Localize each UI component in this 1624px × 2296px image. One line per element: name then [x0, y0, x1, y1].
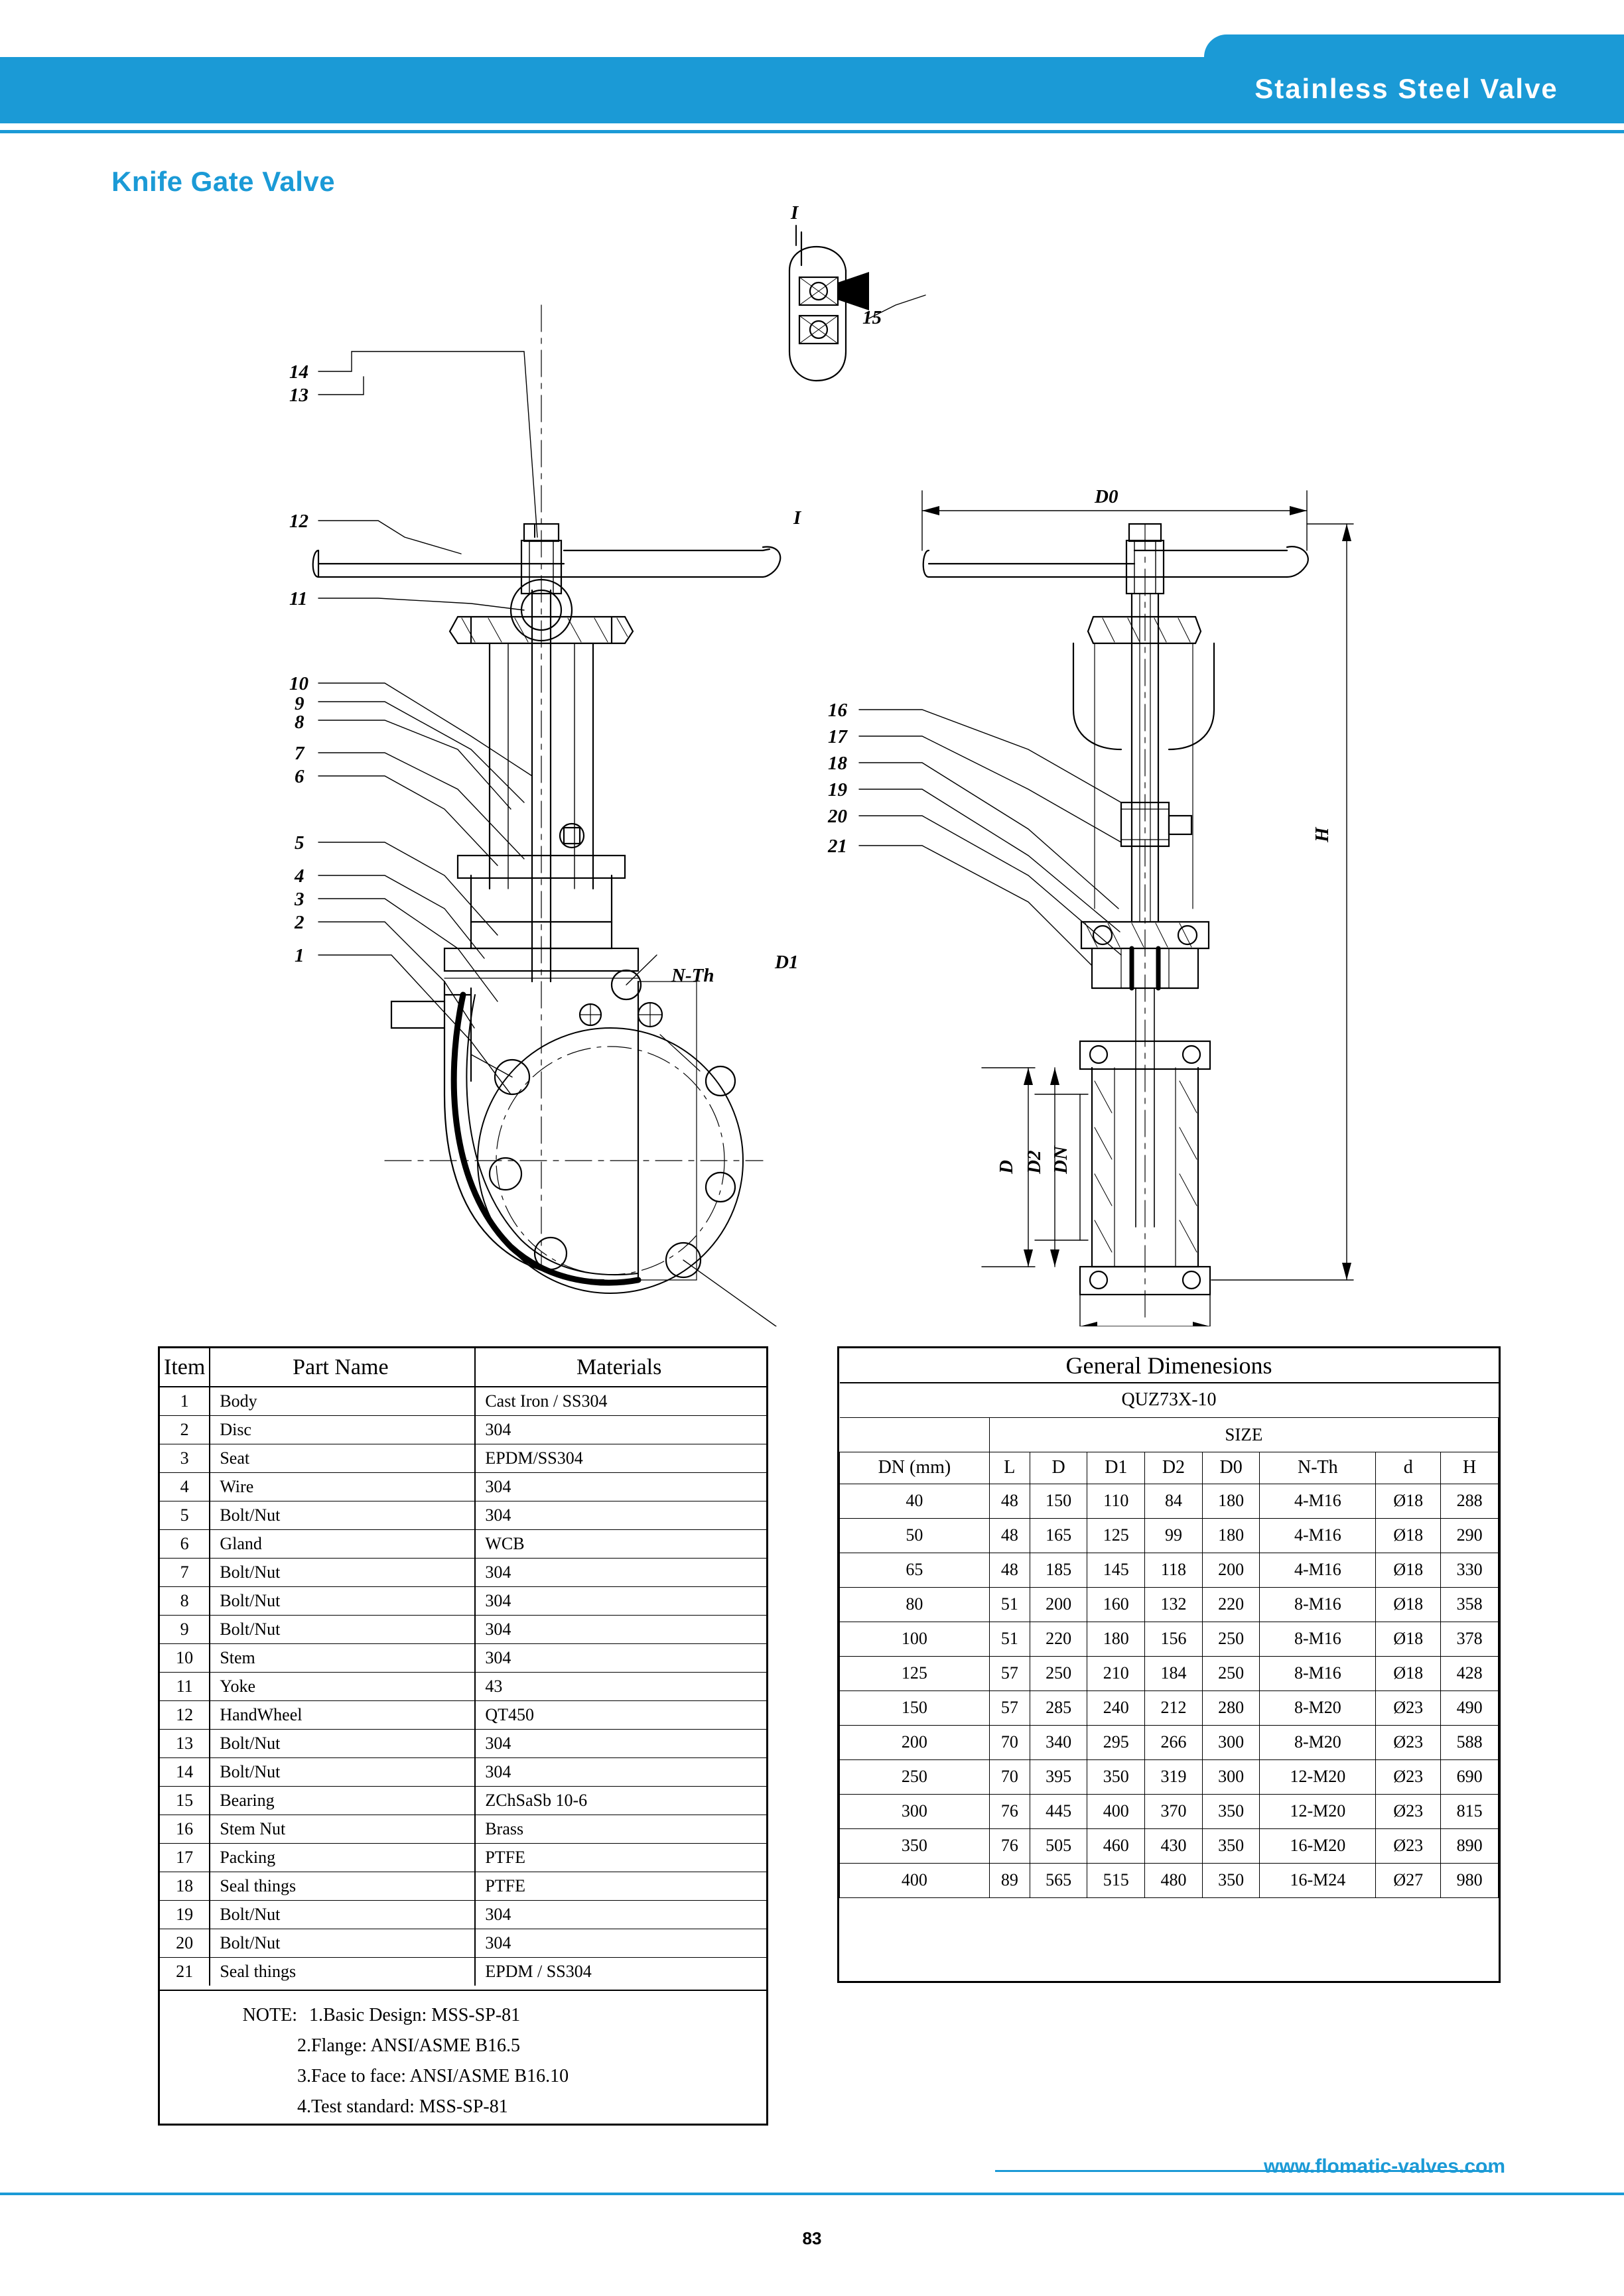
cell-part-name: Packing [210, 1843, 475, 1872]
cell-d1: 110 [1087, 1484, 1145, 1518]
cell-d: 340 [1030, 1725, 1087, 1759]
table-row [160, 1643, 766, 1672]
cell-d2: 212 [1145, 1690, 1203, 1725]
cell-part-name: Bolt/Nut [210, 1501, 475, 1529]
dims-header-dhole: d [1376, 1452, 1441, 1484]
cell-material: 304 [475, 1643, 766, 1672]
cell-d1: 160 [1087, 1587, 1145, 1622]
cell-nth: 12-M20 [1260, 1759, 1376, 1794]
cell-h: 490 [1441, 1690, 1499, 1725]
table-row [160, 1929, 766, 1957]
cell-material: EPDM / SS304 [485, 1961, 592, 1981]
cell-nth: 16-M24 [1260, 1863, 1376, 1897]
cell-d0: 280 [1202, 1690, 1260, 1725]
table-row [160, 1957, 766, 1986]
dims-model-row [840, 1383, 1499, 1417]
callout-10: 10 [289, 673, 308, 694]
page-header [0, 0, 1624, 139]
cell-d0: 350 [1202, 1863, 1260, 1897]
cell-dn: 100 [840, 1622, 990, 1656]
cell-d0: 350 [1202, 1794, 1260, 1828]
dims-size-word: SIZE [989, 1417, 1498, 1452]
page-title: Knife Gate Valve [111, 166, 336, 197]
cell-material: 304 [475, 1900, 766, 1929]
cell-d1: 240 [1087, 1690, 1145, 1725]
dim-label-N-Th: N-Th [671, 965, 714, 986]
section-mark-I-top: I [791, 202, 799, 223]
valve-side-section-view [923, 524, 1308, 1320]
cell-d: 165 [1030, 1518, 1087, 1553]
callout-5: 5 [295, 832, 304, 854]
cell-l: 70 [989, 1725, 1030, 1759]
cell-d2: 132 [1145, 1587, 1203, 1622]
cell-part-name: Bolt/Nut [210, 1757, 475, 1786]
callout-20: 20 [828, 806, 847, 827]
cell-h: 588 [1441, 1725, 1499, 1759]
cell-nth: 16-M20 [1260, 1828, 1376, 1863]
note-line-4 [158, 2092, 768, 2122]
cell-l: 76 [989, 1828, 1030, 1863]
cell-dn: 400 [840, 1863, 990, 1897]
cell-d: 185 [1030, 1553, 1087, 1587]
cell-d1: 210 [1087, 1656, 1145, 1690]
cell-dn: 80 [840, 1587, 990, 1622]
table-row [840, 1725, 1499, 1759]
callout-1: 1 [295, 945, 304, 966]
cell-nth: 8-M16 [1260, 1656, 1376, 1690]
cell-d2: 319 [1145, 1759, 1203, 1794]
dims-title-row [840, 1348, 1499, 1383]
cell-d0: 180 [1202, 1484, 1260, 1518]
cell-h: 378 [1441, 1622, 1499, 1656]
cell-item: 19 [160, 1900, 210, 1929]
page-number: 83 [802, 2228, 822, 2248]
dims-sizeword-row [840, 1417, 1499, 1452]
cell-d: 395 [1030, 1759, 1087, 1794]
cell-material: 304 [475, 1929, 766, 1957]
note-text-2: 2.Flange: ANSI/ASME B16.5 [297, 2035, 521, 2056]
parts-header-item: Item [160, 1348, 210, 1387]
callout-3: 3 [295, 889, 304, 910]
cell-nth: 4-M16 [1260, 1484, 1376, 1518]
valve-front-section-view [313, 305, 781, 1293]
callout-2: 2 [295, 912, 304, 933]
dims-blank-cell [840, 1417, 990, 1452]
note-line-2 [158, 2031, 768, 2061]
table-row [160, 1786, 766, 1815]
footer-rule [0, 2193, 1624, 2195]
dim-label-D: D [996, 1160, 1017, 1174]
cell-dhole: Ø18 [1376, 1518, 1441, 1553]
cell-item: 16 [160, 1815, 210, 1843]
cell-h: 980 [1441, 1863, 1499, 1897]
table-row [840, 1622, 1499, 1656]
cell-material: WCB [475, 1529, 766, 1558]
cell-l: 57 [989, 1656, 1030, 1690]
cell-d: 565 [1030, 1863, 1087, 1897]
cell-part-name: Bolt/Nut [210, 1586, 475, 1615]
cell-d2: 370 [1145, 1794, 1203, 1828]
cell-item: 11 [160, 1672, 210, 1700]
general-dimensions-table [837, 1346, 1501, 1983]
cell-dhole: Ø23 [1376, 1828, 1441, 1863]
notes-label: NOTE: [242, 2005, 297, 2025]
dims-header-l: L [989, 1452, 1030, 1484]
cell-item: 4 [160, 1472, 210, 1501]
cell-d: 200 [1030, 1587, 1087, 1622]
cell-d2: 99 [1145, 1518, 1203, 1553]
header-title: Stainless Steel Valve [1254, 73, 1558, 104]
cell-material: PTFE [475, 1843, 766, 1872]
cell-nth: 4-M16 [1260, 1553, 1376, 1587]
cell-d0: 250 [1202, 1656, 1260, 1690]
cell-l: 57 [989, 1690, 1030, 1725]
cell-part-name: Body [210, 1387, 475, 1415]
cell-part-name: Gland [210, 1529, 475, 1558]
callout-14: 14 [289, 361, 308, 383]
table-row [840, 1828, 1499, 1863]
cell-d2: 156 [1145, 1622, 1203, 1656]
dim-label-D1: D1 [775, 952, 799, 973]
cell-material: 304 [475, 1729, 766, 1757]
cell-d2: 266 [1145, 1725, 1203, 1759]
cell-material: 304 [475, 1586, 766, 1615]
valve-technical-drawing [100, 153, 1526, 1326]
cell-nth: 8-M20 [1260, 1725, 1376, 1759]
cell-dhole: Ø23 [1376, 1725, 1441, 1759]
cell-part-name: Bolt/Nut [210, 1615, 475, 1643]
table-row [160, 1501, 766, 1529]
callout-17: 17 [828, 726, 847, 747]
cell-d1: 400 [1087, 1794, 1145, 1828]
dims-header-row [840, 1452, 1499, 1484]
cell-d0: 300 [1202, 1759, 1260, 1794]
cell-dn: 200 [840, 1725, 990, 1759]
cell-h: 890 [1441, 1828, 1499, 1863]
table-row [160, 1415, 766, 1444]
cell-item: 15 [160, 1786, 210, 1815]
cell-item: 7 [160, 1558, 210, 1586]
cell-material: 304 [475, 1558, 766, 1586]
cell-item: 6 [160, 1529, 210, 1558]
cell-d0: 250 [1202, 1622, 1260, 1656]
cell-item: 3 [160, 1444, 210, 1472]
table-row [840, 1518, 1499, 1553]
cell-d1: 295 [1087, 1725, 1145, 1759]
cell-nth: 8-M16 [1260, 1587, 1376, 1622]
cell-d: 285 [1030, 1690, 1087, 1725]
cell-l: 48 [989, 1484, 1030, 1518]
dims-header-dn: DN (mm) [840, 1452, 990, 1484]
cell-item: 18 [160, 1872, 210, 1900]
callout-4: 4 [295, 865, 304, 887]
cell-nth: 4-M16 [1260, 1518, 1376, 1553]
callout-leaders [318, 225, 1121, 1094]
cell-item: 5 [160, 1501, 210, 1529]
cell-nth: 8-M20 [1260, 1690, 1376, 1725]
cell-d1: 145 [1087, 1553, 1145, 1587]
table-row [840, 1690, 1499, 1725]
cell-d1: 180 [1087, 1622, 1145, 1656]
cell-item: 13 [160, 1729, 210, 1757]
dim-label-DN: DN [1050, 1146, 1071, 1174]
cell-l: 51 [989, 1587, 1030, 1622]
cell-dn: 150 [840, 1690, 990, 1725]
dims-title: General Dimenesions [840, 1348, 1499, 1383]
table-row [840, 1484, 1499, 1518]
table-row [160, 1586, 766, 1615]
cell-dn: 350 [840, 1828, 990, 1863]
cell-dn: 250 [840, 1759, 990, 1794]
cell-l: 89 [989, 1863, 1030, 1897]
note-line-3 [158, 2061, 768, 2092]
cell-item: 8 [160, 1586, 210, 1615]
callout-9: 9 [295, 693, 304, 714]
cell-material: 304 [475, 1615, 766, 1643]
callout-8: 8 [295, 712, 304, 733]
cell-h: 358 [1441, 1587, 1499, 1622]
cell-dhole: Ø18 [1376, 1656, 1441, 1690]
cell-part-name: Seat [210, 1444, 475, 1472]
cell-item: 14 [160, 1757, 210, 1786]
table-row [840, 1863, 1499, 1897]
cell-dn: 40 [840, 1484, 990, 1518]
cell-part-name: Bolt/Nut [210, 1558, 475, 1586]
cell-dn: 50 [840, 1518, 990, 1553]
callout-12: 12 [289, 511, 308, 532]
cell-d2: 430 [1145, 1828, 1203, 1863]
cell-h: 815 [1441, 1794, 1499, 1828]
callout-15: 15 [862, 307, 882, 328]
cell-d: 445 [1030, 1794, 1087, 1828]
table-row [160, 1472, 766, 1501]
cell-h: 690 [1441, 1759, 1499, 1794]
cell-d2: 480 [1145, 1863, 1203, 1897]
cell-d1: 125 [1087, 1518, 1145, 1553]
cell-part-name: Stem Nut [210, 1815, 475, 1843]
parts-header-part-name: Part Name [210, 1348, 475, 1387]
cell-d1: 350 [1087, 1759, 1145, 1794]
cell-part-name: Bearing [210, 1786, 475, 1815]
dim-label-H: H [1312, 827, 1333, 842]
cell-item: 17 [160, 1843, 210, 1872]
cell-material: 304 [475, 1757, 766, 1786]
table-row [160, 1529, 766, 1558]
dims-header-d2: D2 [1145, 1452, 1203, 1484]
callout-19: 19 [828, 779, 847, 800]
cell-item: 20 [160, 1929, 210, 1957]
cell-d0: 200 [1202, 1553, 1260, 1587]
note-line-1 [158, 2000, 768, 2031]
cell-part-name: Bolt/Nut [210, 1900, 475, 1929]
cell-part-name: Wire [210, 1472, 475, 1501]
cell-dhole: Ø27 [1376, 1863, 1441, 1897]
cell-dhole: Ø18 [1376, 1553, 1441, 1587]
cell-dn: 300 [840, 1794, 990, 1828]
cell-d: 150 [1030, 1484, 1087, 1518]
cell-dhole: Ø23 [1376, 1759, 1441, 1794]
cell-part-name: Stem [210, 1643, 475, 1672]
cell-d1: 460 [1087, 1828, 1145, 1863]
dims-header-h: H [1441, 1452, 1499, 1484]
table-row [160, 1900, 766, 1929]
table-row [160, 1843, 766, 1872]
callout-18: 18 [828, 753, 847, 774]
table-row [160, 1387, 766, 1415]
cell-d1: 515 [1087, 1863, 1145, 1897]
callout-13: 13 [289, 385, 308, 406]
table-row [160, 1729, 766, 1757]
cell-material: Brass [475, 1815, 766, 1843]
detail-view-bearing [789, 232, 869, 381]
table-row [160, 1444, 766, 1472]
dims-header-d0: D0 [1202, 1452, 1260, 1484]
dim-label-D0: D0 [1095, 486, 1118, 507]
cell-d2: 118 [1145, 1553, 1203, 1587]
cell-d2: 84 [1145, 1484, 1203, 1518]
cell-item: 2 [160, 1415, 210, 1444]
table-row [840, 1587, 1499, 1622]
cell-item: 21 [160, 1957, 210, 1986]
callout-16: 16 [828, 700, 847, 721]
cell-material: PTFE [475, 1872, 766, 1900]
cell-d0: 300 [1202, 1725, 1260, 1759]
dims-header-d1: D1 [1087, 1452, 1145, 1484]
cell-part-name: Seal things [210, 1957, 475, 1986]
table-row [160, 1757, 766, 1786]
cell-h: 428 [1441, 1656, 1499, 1690]
cell-item: 12 [160, 1700, 210, 1729]
cell-material: 304 [475, 1472, 766, 1501]
table-row [840, 1656, 1499, 1690]
cell-dhole: Ø23 [1376, 1690, 1441, 1725]
cell-d0: 350 [1202, 1828, 1260, 1863]
cell-dn: 125 [840, 1656, 990, 1690]
cell-d: 505 [1030, 1828, 1087, 1863]
cell-h: 330 [1441, 1553, 1499, 1587]
cell-material: 304 [475, 1415, 766, 1444]
cell-h: 288 [1441, 1484, 1499, 1518]
cell-d: 220 [1030, 1622, 1087, 1656]
table-row [160, 1672, 766, 1700]
cell-part-name: Yoke [210, 1672, 475, 1700]
callout-11: 11 [289, 588, 308, 609]
note-text-3: 3.Face to face: ANSI/ASME B16.10 [297, 2066, 569, 2086]
cell-d2: 184 [1145, 1656, 1203, 1690]
cell-item: 1 [160, 1387, 210, 1415]
header-rule [0, 130, 1624, 133]
cell-part-name: Bolt/Nut [210, 1929, 475, 1957]
cell-dhole: Ø18 [1376, 1622, 1441, 1656]
table-row [160, 1700, 766, 1729]
note-text-4: 4.Test standard: MSS-SP-81 [297, 2096, 508, 2117]
table-row [160, 1558, 766, 1586]
cell-item: 10 [160, 1643, 210, 1672]
cell-nth: 12-M20 [1260, 1794, 1376, 1828]
cell-d0: 180 [1202, 1518, 1260, 1553]
cell-l: 70 [989, 1759, 1030, 1794]
cell-material: ZChSaSb 10-6 [475, 1786, 766, 1815]
parts-table-header-row [160, 1348, 766, 1387]
cell-dhole: Ø18 [1376, 1587, 1441, 1622]
cell-part-name: Disc [210, 1415, 475, 1444]
cell-l: 51 [989, 1622, 1030, 1656]
cell-material: EPDM/SS304 [475, 1444, 766, 1472]
cell-item: 9 [160, 1615, 210, 1643]
cell-dhole: Ø18 [1376, 1484, 1441, 1518]
parts-header-materials: Materials [475, 1348, 766, 1387]
table-row [160, 1815, 766, 1843]
table-row [160, 1615, 766, 1643]
section-mark-I-lower: I [793, 507, 801, 529]
cell-dn: 65 [840, 1553, 990, 1587]
notes-block [158, 1990, 768, 2126]
dims-header-nth: N-Th [1260, 1452, 1376, 1484]
dims-model: QUZ73X-10 [840, 1383, 1499, 1417]
table-row [840, 1553, 1499, 1587]
cell-material: Cast Iron / SS304 [475, 1387, 766, 1415]
table-row [840, 1794, 1499, 1828]
cell-l: 48 [989, 1553, 1030, 1587]
cell-part-name: HandWheel [210, 1700, 475, 1729]
callout-7: 7 [295, 743, 304, 764]
cell-l: 76 [989, 1794, 1030, 1828]
cell-material: 304 [475, 1501, 766, 1529]
cell-d0: 220 [1202, 1587, 1260, 1622]
cell-material: QT450 [475, 1700, 766, 1729]
cell-part-name: Bolt/Nut [210, 1729, 475, 1757]
cell-d: 250 [1030, 1656, 1087, 1690]
footer-website-url[interactable]: www.flomatic-valves.com [1264, 2155, 1506, 2177]
cell-part-name: Seal things [210, 1872, 475, 1900]
note-text-1: 1.Basic Design: MSS-SP-81 [309, 2005, 521, 2025]
callout-21: 21 [828, 836, 847, 857]
table-row [840, 1759, 1499, 1794]
cell-l: 48 [989, 1518, 1030, 1553]
cell-nth: 8-M16 [1260, 1622, 1376, 1656]
cell-material: 43 [475, 1672, 766, 1700]
dim-label-D2: D2 [1024, 1150, 1045, 1174]
callout-6: 6 [295, 766, 304, 787]
cell-dhole: Ø23 [1376, 1794, 1441, 1828]
table-row [160, 1872, 766, 1900]
cell-h: 290 [1441, 1518, 1499, 1553]
dims-header-d: D [1030, 1452, 1087, 1484]
